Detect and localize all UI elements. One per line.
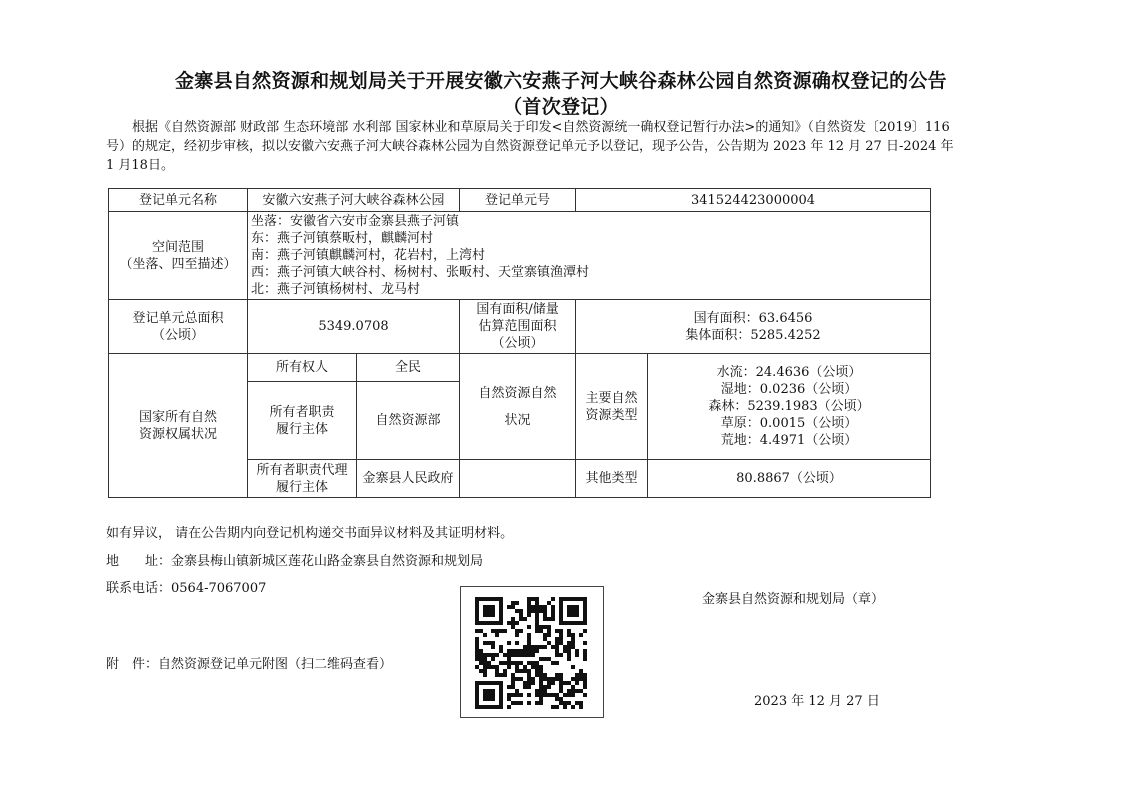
space-description [248, 212, 931, 300]
collective-area-value: 集体面积：5285.4252 [685, 327, 821, 343]
notice-title: 金寨县自然资源和规划局关于开展安徽六安燕子河大峡谷森林公园自然资源确权登记的公告 [174, 70, 947, 92]
main-type-value: 荒地：4.4971（公顷） [720, 433, 858, 448]
owner-label: 所有权人 [248, 354, 357, 382]
total-area-label [109, 300, 248, 354]
state-area-label-line: （公顷） [491, 336, 544, 351]
space-line: 西：燕子河镇大峡谷村、杨树村、张畈村、天堂寨镇渔潭村 [251, 265, 590, 280]
natural-status-label [460, 354, 576, 460]
agent-label [248, 460, 357, 498]
space-label-line: （坐落、四至描述） [119, 256, 237, 272]
agent-label-line: 履行主体 [275, 479, 328, 495]
main-type-value: 草原：0.0015（公顷） [720, 416, 858, 431]
state-area-value: 国有面积：63.6456 [693, 310, 813, 326]
attachment-line: 附 件：自然资源登记单元附图（扫二维码查看） [106, 657, 393, 672]
issue-date: 2023 年 12 月 27 日 [754, 694, 880, 709]
main-type-value: 森林：5239.1983（公顷） [708, 399, 870, 414]
natural-status-empty [460, 460, 576, 498]
duty-label [248, 382, 357, 460]
duty-label-line: 履行主体 [275, 421, 328, 437]
main-type-values [648, 354, 931, 460]
state-area-label-line: 国有面积/储量 [476, 302, 559, 317]
total-area-label-line: （公顷） [151, 327, 204, 343]
ownership-label-line: 国家所有自然 [138, 409, 217, 425]
total-area-label-line: 登记单元总面积 [132, 310, 224, 326]
unit-no-value: 341524423000004 [576, 189, 931, 212]
natural-status-label-line: 状况 [504, 412, 531, 428]
space-label-line: 空间范围 [151, 239, 204, 255]
space-line: 东：燕子河镇蔡畈村，麒麟河村 [251, 231, 434, 246]
owner-value: 全民 [357, 354, 460, 382]
ownership-label [109, 354, 248, 498]
ownership-label-line: 资源权属状况 [138, 426, 217, 442]
qr-code-icon [475, 597, 587, 709]
issuer-seal: 金寨县自然资源和规划局（章） [702, 592, 885, 607]
natural-status-label-line: 自然资源自然 [478, 385, 557, 401]
notice-subtitle: （首次登记） [503, 96, 619, 118]
objection-notice: 如有异议， 请在公告期内向登记机构递交书面异议材料及其证明材料。 [106, 526, 514, 541]
space-line: 坐落：安徽省六安市金寨县燕子河镇 [251, 214, 460, 229]
main-type-label [576, 354, 648, 460]
duty-value: 自然资源部 [357, 382, 460, 460]
intro-paragraph [106, 118, 958, 175]
address-line: 地 址：金寨县梅山镇新城区莲花山路金寨县自然资源和规划局 [106, 554, 484, 569]
qr-code[interactable] [460, 586, 604, 718]
state-area-values [576, 300, 931, 354]
agent-value: 金寨县人民政府 [357, 460, 460, 498]
main-type-value: 湿地：0.0236（公顷） [720, 382, 858, 397]
main-type-label-line: 资源类型 [585, 407, 638, 423]
main-type-label-line: 主要自然 [585, 390, 638, 406]
total-area-value: 5349.0708 [248, 300, 460, 354]
space-line: 北：燕子河镇杨树村、龙马村 [251, 282, 421, 297]
phone-line: 联系电话：0564-7067007 [106, 581, 267, 596]
other-type-label: 其他类型 [576, 460, 648, 498]
state-area-label [460, 300, 576, 354]
space-label [109, 212, 248, 300]
registration-table [108, 188, 931, 498]
unit-name-value: 安徽六安燕子河大峡谷森林公园 [248, 189, 460, 212]
duty-label-line: 所有者职责 [269, 404, 335, 420]
intro-text: 根据《自然资源部 财政部 生态环境部 水利部 国家林业和草原局关于印发<自然资源统一确权登记暂行办法>的通知》（自然资发〔2019〕116 号）的规定，经初步审核，拟以安徽六安燕子河大峡谷森林公园为自然资源登记单元予以登记，现予公告，公告期为 2023 年 12 月 27 日-2024 年 1 月18日。 [106, 120, 954, 173]
state-area-label-line: 估算范围面积 [478, 319, 557, 334]
agent-label-line: 所有者职责代理 [256, 462, 348, 478]
main-type-value: 水流：24.4636（公顷） [716, 365, 862, 380]
unit-no-label: 登记单元号 [460, 189, 576, 212]
other-type-value: 80.8867（公顷） [648, 460, 931, 498]
space-line: 南：燕子河镇麒麟河村，花岩村，上湾村 [251, 248, 486, 263]
unit-name-label: 登记单元名称 [109, 189, 248, 212]
